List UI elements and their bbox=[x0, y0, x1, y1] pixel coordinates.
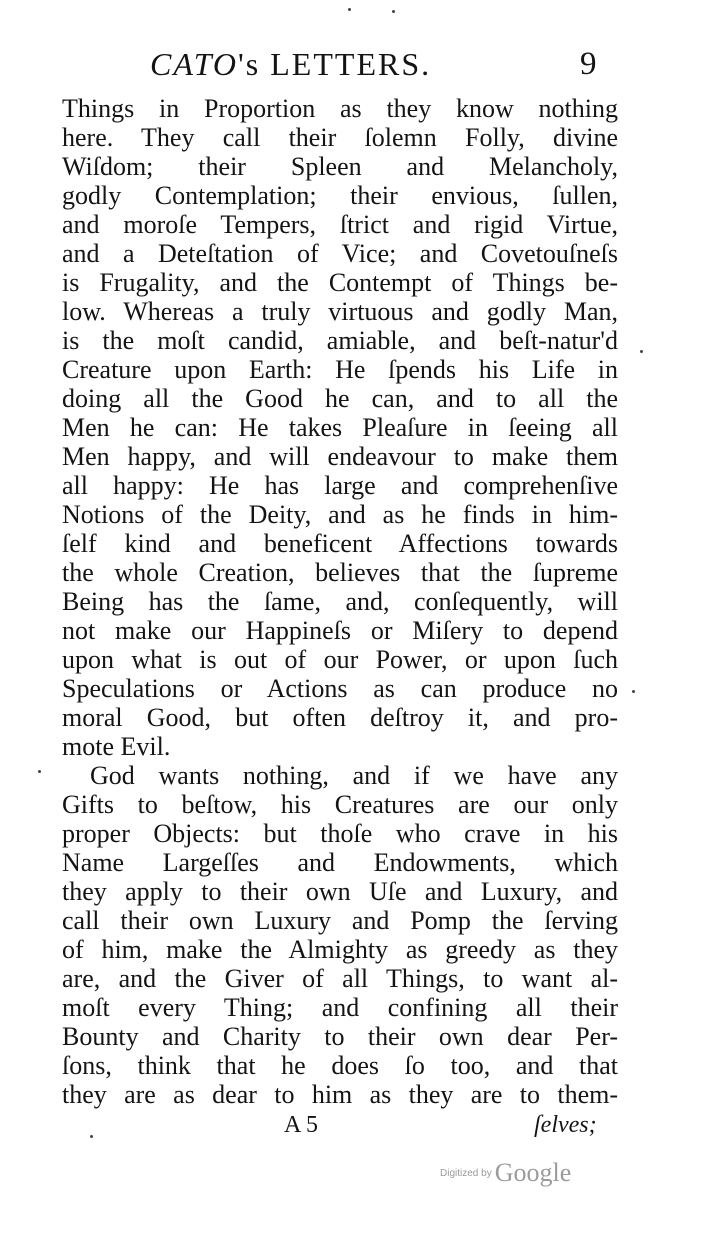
text-line: they apply to their own Uſe and Luxury, and bbox=[62, 877, 618, 906]
running-head-title bbox=[150, 46, 431, 83]
text-line: moſt every Thing; and confining all their bbox=[62, 993, 618, 1022]
text-line: all happy: He has large and comprehenſive bbox=[62, 471, 618, 500]
text-line: Men happy, and will endeavour to make them bbox=[62, 442, 618, 471]
text-line: moral Good, but often deſtroy it, and pro- bbox=[62, 703, 618, 732]
text-line: are, and the Giver of all Things, to want al- bbox=[62, 964, 618, 993]
text-line: proper Objects: but thoſe who crave in his bbox=[62, 819, 618, 848]
text-line: Gifts to beſtow, his Creatures are our only bbox=[62, 790, 618, 819]
text-line: Being has the ſame, and, conſequently, will bbox=[62, 587, 618, 616]
text-line: they are as dear to him as they are to them- bbox=[62, 1080, 618, 1109]
text-line: mote Evil. bbox=[62, 732, 171, 761]
running-head bbox=[150, 46, 650, 86]
signature-mark: A 5 bbox=[284, 1112, 319, 1138]
text-line: Name Largeſſes and Endowments, which bbox=[62, 848, 618, 877]
ink-speck bbox=[632, 690, 635, 693]
text-line: Bounty and Charity to their own dear Per- bbox=[62, 1022, 618, 1051]
text-line: Notions of the Deity, and as he finds in him- bbox=[62, 500, 618, 529]
text-line: Creature upon Earth: He ſpends his Life in bbox=[62, 355, 618, 384]
ink-speck bbox=[38, 770, 41, 773]
text-line: Things in Proportion as they know nothing bbox=[62, 94, 618, 123]
text-line: Speculations or Actions as can produce no bbox=[62, 674, 618, 703]
page-number: 9 bbox=[580, 46, 599, 82]
text-line: low. Whereas a truly virtuous and godly Man, bbox=[62, 297, 618, 326]
text-line: the whole Creation, believes that the ſupreme bbox=[62, 558, 618, 587]
digitized-watermark bbox=[440, 1158, 571, 1188]
text-line: Wiſdom; their Spleen and Melancholy, bbox=[62, 152, 618, 181]
text-line: is the moſt candid, amiable, and beſt-natur'd bbox=[62, 326, 618, 355]
running-head-cato: CATO bbox=[150, 46, 239, 82]
text-line: is Frugality, and the Contempt of Things be- bbox=[62, 268, 618, 297]
text-line: ſons, think that he does ſo too, and that bbox=[62, 1051, 618, 1080]
text-line: of him, make the Almighty as greedy as they bbox=[62, 935, 618, 964]
watermark-brand: Google bbox=[494, 1158, 572, 1187]
ink-speck bbox=[348, 8, 351, 11]
text-line: upon what is out of our Power, or upon ſuch bbox=[62, 645, 618, 674]
ink-speck bbox=[392, 10, 395, 13]
text-line: call their own Luxury and Pomp the ſerving bbox=[62, 906, 618, 935]
text-line: and moroſe Tempers, ſtrict and rigid Virtue, bbox=[62, 210, 618, 239]
text-line: not make our Happineſs or Miſery to depend bbox=[62, 616, 618, 645]
ink-speck bbox=[640, 350, 643, 353]
text-line: ſelf kind and beneficent Affections towards bbox=[62, 529, 618, 558]
text-line: and a Deteſtation of Vice; and Covetouſneſs bbox=[62, 239, 618, 268]
body-text bbox=[62, 94, 618, 1109]
text-line: here. They call their ſolemn Folly, divine bbox=[62, 123, 618, 152]
text-line: doing all the Good he can, and to all the bbox=[62, 384, 618, 413]
catchword: ſelves; bbox=[534, 1112, 597, 1138]
text-line: God wants nothing, and if we have any bbox=[90, 761, 618, 790]
watermark-digitized-label: Digitized by bbox=[440, 1167, 492, 1179]
text-line: Men he can: He takes Pleaſure in ſeeing all bbox=[62, 413, 618, 442]
ink-speck bbox=[90, 1135, 93, 1138]
running-head-letters: 's LETTERS. bbox=[238, 46, 432, 82]
text-line: godly Contemplation; their envious, ſullen, bbox=[62, 181, 618, 210]
